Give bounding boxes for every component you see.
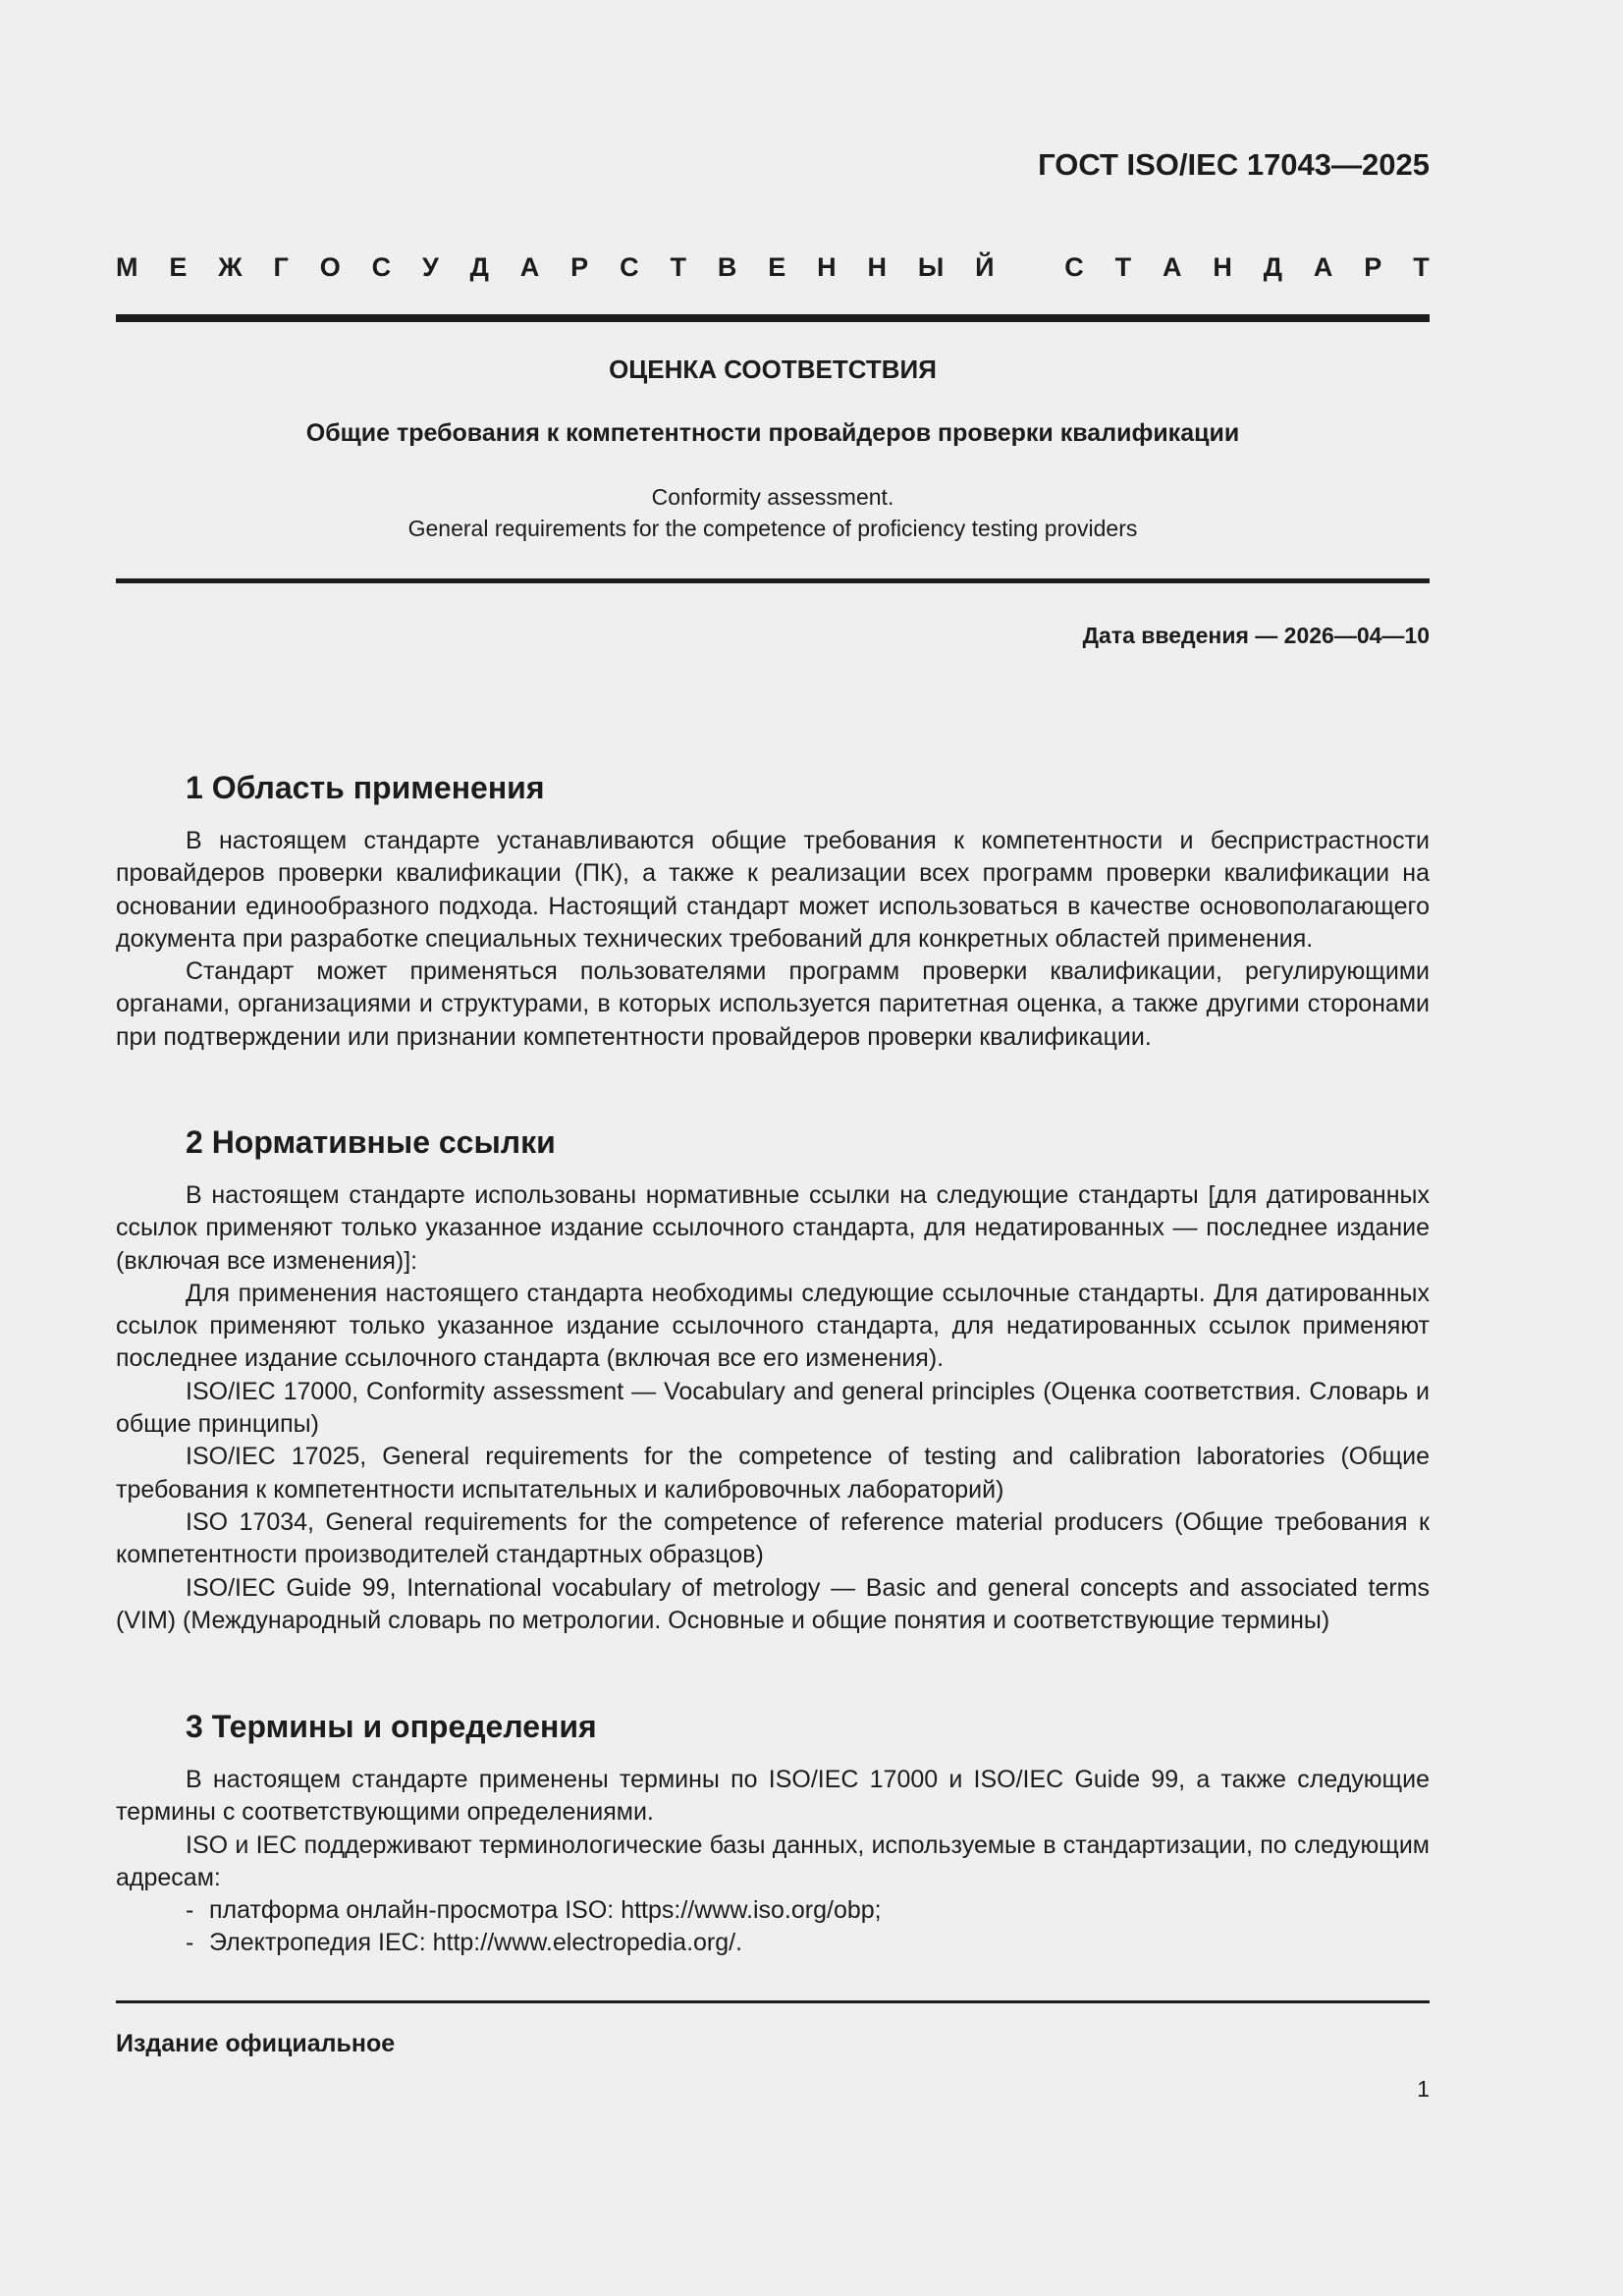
standard-type-letter: М xyxy=(116,252,138,282)
document-subtitle: Общие требования к компетентности провайдеров проверки квалификации xyxy=(305,419,1240,447)
standard-type-letter: Т xyxy=(1413,252,1430,282)
standard-type-letter: Д xyxy=(469,252,489,282)
english-title-line1: Conformity assessment. xyxy=(651,484,894,510)
standard-type-letter: Ы xyxy=(917,252,945,282)
list-item xyxy=(116,1894,1430,1927)
standard-type-letter: Р xyxy=(1364,252,1382,282)
section-normative-references xyxy=(116,1122,1430,1637)
standard-type-letter: Д xyxy=(1263,252,1283,282)
standard-type-banner xyxy=(116,251,1430,283)
standard-type-letter: А xyxy=(1313,252,1333,282)
footer-divider xyxy=(116,2000,1430,2003)
standard-type-letter: Т xyxy=(670,252,686,282)
standard-type-letter: С xyxy=(1064,252,1084,282)
standard-type-letter: Е xyxy=(169,252,188,282)
header-divider xyxy=(116,314,1430,322)
reference-item: ISO/IEC 17025, General requirements for the competence of testing and calibration laboratories (Общие требования к компетентности испытательных и калибровочных лабораторий) xyxy=(116,1443,1430,1503)
introduction-date: Дата введения — 2026—04—10 xyxy=(1082,623,1430,648)
reference-item: ISO 17034, General requirements for the competence of reference material producers (Общие требования к компетентности производителей стандартных образцов) xyxy=(116,1507,1430,1569)
title-divider xyxy=(116,578,1430,583)
standard-type-letter: Й xyxy=(975,252,995,282)
section-heading: 1 Область применения xyxy=(186,770,545,805)
reference-item: ISO/IEC 17000, Conformity assessment — Vocabulary and general principles (Оценка соответствия. Словарь и общие принципы) xyxy=(116,1377,1430,1439)
list-dash: - xyxy=(186,1896,194,1925)
standard-type-letter: Н xyxy=(1213,252,1232,282)
standard-type-letter: Г xyxy=(273,252,289,282)
document-title: ОЦЕНКА СООТВЕТСТВИЯ xyxy=(609,355,937,384)
standard-type-letter: С xyxy=(371,252,392,282)
standard-type-letter: О xyxy=(319,252,341,282)
paragraph: В настоящем стандарте применены термины по ISO/IEC 17000 и ISO/IEC Guide 99, а также следующие термины с соответствующими определениями. xyxy=(116,1766,1430,1827)
list-item-text: платформа онлайн-просмотра ISO: https://www.iso.org/obp; xyxy=(209,1896,882,1925)
standard-type-letter: А xyxy=(1163,252,1182,282)
standard-type-letter: Т xyxy=(1114,252,1132,282)
standard-type-letter: Р xyxy=(570,252,589,282)
standard-type-letter: Н xyxy=(867,252,887,282)
reference-item: ISO/IEC Guide 99, International vocabulary of metrology — Basic and general concepts and associated terms (VIM) (Международный словарь по метрологии. Основные и общие понятия и соответствующие термины) xyxy=(116,1573,1430,1634)
paragraph: В настоящем стандарте использованы нормативные ссылки на следующие стандарты [для датированных ссылок применяют только указанное издание ссылочного стандарта, для недатированных — последнее издание (включая все изменения)]: xyxy=(116,1181,1430,1275)
paragraph: В настоящем стандарте устанавливаются общие требования к компетентности и беспристрастности провайдеров проверки квалификации (ПК), а также к реализации всех программ проверки квалификации на основании единообразного подхода. Настоящий стандарт может использоваться в качестве основополагающего документа при разработке специальных технических требований для конкретных областей применения. xyxy=(116,827,1430,953)
page-number: 1 xyxy=(1417,2076,1430,2102)
paragraph: Для применения настоящего стандарта необходимы следующие ссылочные стандарты. Для датированных ссылок применяют только указанное издание ссылочного стандарта, для недатированных ссылок применяют последнее издание ссылочного стандарта (включая все его изменения). xyxy=(116,1279,1430,1373)
standard-type-letter: Е xyxy=(768,252,786,282)
section-heading: 3 Термины и определения xyxy=(186,1709,597,1744)
paragraph: ISO и IEC поддерживают терминологические базы данных, используемые в стандартизации, по следующим адресам: xyxy=(116,1831,1430,1891)
english-title-line2: General requirements for the competence of proficiency testing providers xyxy=(407,516,1138,541)
standard-type-letter: У xyxy=(422,252,439,282)
section-terms-definitions xyxy=(116,1707,1430,1960)
english-title xyxy=(116,481,1430,544)
standard-type-letter: А xyxy=(519,252,540,282)
standard-type-letter: В xyxy=(717,252,737,282)
word-gap xyxy=(1025,251,1033,283)
list-item-text: Электропедия IEC: http://www.electropedia.org/. xyxy=(209,1929,743,1957)
paragraph: Стандарт может применяться пользователями программ проверки квалификации, регулирующими органами, организациями и структурами, в которых используется паритетная оценка, а также другими сторонами при подтверждении или признании компетентности провайдеров проверки квалификации. xyxy=(116,957,1430,1051)
section-scope xyxy=(116,768,1430,1054)
list-item xyxy=(116,1927,1430,1959)
document-code: ГОСТ ISO/IEC 17043—2025 xyxy=(1038,147,1430,182)
list-dash: - xyxy=(186,1929,194,1957)
standard-type-letter: Н xyxy=(817,252,837,282)
standard-type-letter: Ж xyxy=(218,252,243,282)
standard-type-letter: С xyxy=(620,252,639,282)
edition-label: Издание официальное xyxy=(116,2030,396,2057)
section-heading: 2 Нормативные ссылки xyxy=(186,1124,556,1160)
